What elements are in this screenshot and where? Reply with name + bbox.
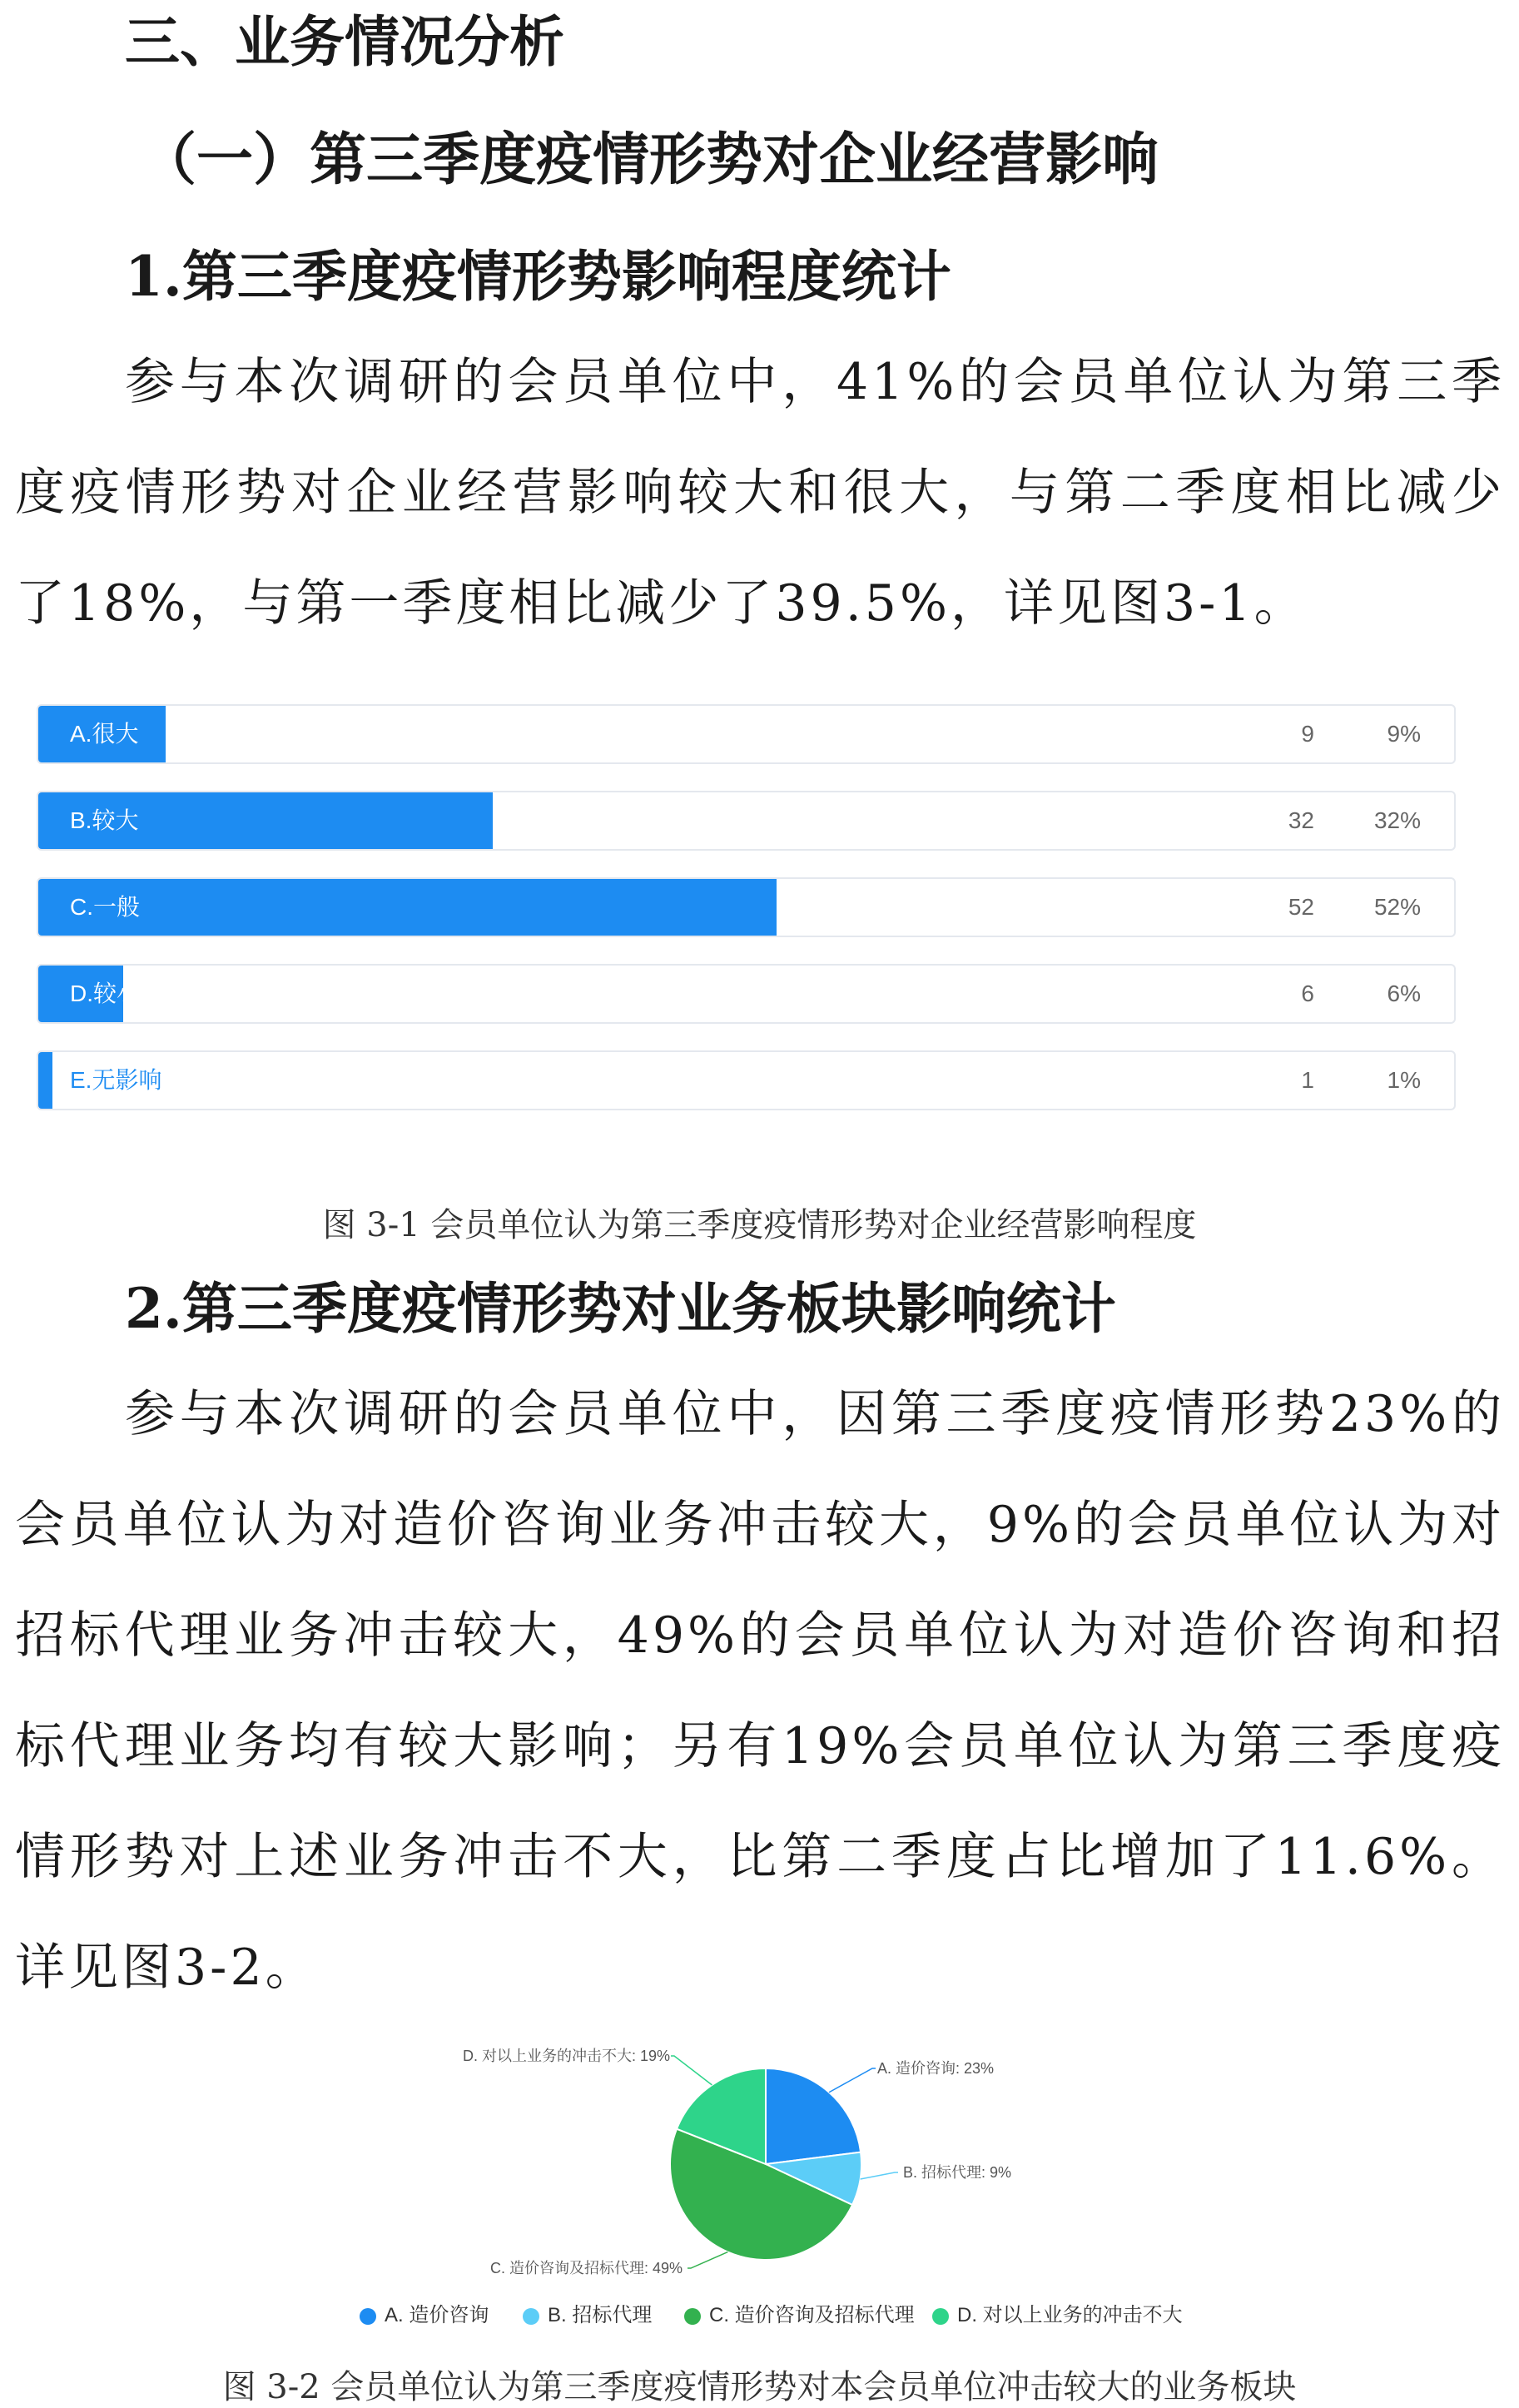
pie-slice-label: A. 造价咨询: 23% xyxy=(877,2060,995,2077)
pie-slice-label: D. 对以上业务的冲击不大: 19% xyxy=(462,2048,670,2064)
bar-percent-label: 32% xyxy=(1373,807,1421,833)
item1-paragraph: 参与本次调研的会员单位中，41%的会员单位认为第三季度疫情形势对企业经营影响较大和很大，与第二季度相比减少了18%，与第一季度相比减少了39.5%，详见图3-1。 xyxy=(15,353,1505,633)
bar-percent-label: 52% xyxy=(1373,894,1421,920)
pie-leader-line xyxy=(861,2172,898,2179)
legend-label: B. 招标代理 xyxy=(548,2304,653,2326)
pie-leader-line xyxy=(688,2252,727,2268)
bar-percent-label: 9% xyxy=(1387,721,1421,747)
subsection-title: （一）第三季度疫情形势对企业经营影响 xyxy=(140,127,1159,193)
pie-slice-label: C. 造价咨询及招标代理: 49% xyxy=(489,2260,683,2276)
bar-count-label: 6 xyxy=(1301,981,1314,1006)
bar-count-label: 1 xyxy=(1301,1067,1314,1093)
bar xyxy=(38,879,777,936)
legend-item[interactable] xyxy=(523,2297,652,2334)
bar-category-label: A.很大 xyxy=(70,721,139,747)
bar-count-label: 32 xyxy=(1288,807,1314,833)
bar-row xyxy=(37,791,1456,851)
bar-percent-label: 6% xyxy=(1387,981,1421,1006)
pie-legend xyxy=(0,2297,1519,2334)
item2-heading: 2.第三季度疫情形势对业务板块影响统计 xyxy=(125,1276,1116,1341)
bar-row xyxy=(37,877,1456,937)
pie-svg xyxy=(0,2031,1519,2297)
bar-count-label: 9 xyxy=(1301,721,1314,747)
bar-category-label: E.无影响 xyxy=(70,1067,162,1093)
legend-item[interactable] xyxy=(360,2297,489,2334)
legend-marker-icon xyxy=(523,2308,539,2325)
bar-count-label: 52 xyxy=(1288,894,1314,920)
bar-category-label: C.一般 xyxy=(70,894,141,920)
pie-slice-label: B. 招标代理: 9% xyxy=(903,2164,1012,2181)
legend-marker-icon xyxy=(684,2308,701,2325)
legend-item[interactable] xyxy=(684,2297,915,2334)
bar-percent-label: 1% xyxy=(1387,1067,1421,1093)
pie-leader-line xyxy=(671,2056,712,2085)
item2-paragraph: 参与本次调研的会员单位中，因第三季度疫情形势23%的会员单位认为对造价咨询业务冲击较大，9%的会员单位认为对招标代理业务冲击较大，49%的会员单位认为对造价咨询和招标代理业务均有较大影响；另有19%会员单位认为第三季度疫情形势对上述业务冲击不大，比第二季度占比增加了11.6%。详见图3-2。 xyxy=(15,1385,1505,1997)
bar-category-label: D.较小 xyxy=(70,981,141,1006)
bar xyxy=(38,1052,52,1109)
bar-row xyxy=(37,964,1456,1024)
bar-row xyxy=(37,1050,1456,1110)
bar-row xyxy=(37,704,1456,764)
bar-category-label: B.较大 xyxy=(70,807,139,833)
legend-marker-icon xyxy=(932,2308,949,2325)
item1-heading: 1.第三季度疫情形势影响程度统计 xyxy=(125,244,951,309)
pie-leader-line xyxy=(829,2068,876,2093)
legend-label: C. 造价咨询及招标代理 xyxy=(709,2304,915,2326)
figure-3-1-caption: 图 3-1 会员单位认为第三季度疫情形势对企业经营影响程度 xyxy=(322,1206,1197,1244)
legend-item[interactable] xyxy=(932,2297,1183,2334)
figure-3-2-caption: 图 3-2 会员单位认为第三季度疫情形势对本会员单位冲击较大的业务板块 xyxy=(222,2368,1297,2406)
legend-marker-icon xyxy=(360,2308,376,2325)
legend-label: D. 对以上业务的冲击不大 xyxy=(957,2304,1183,2326)
section-title: 三、业务情况分析 xyxy=(125,9,564,74)
legend-label: A. 造价咨询 xyxy=(385,2304,489,2326)
impact-bar-chart xyxy=(37,704,1456,1120)
